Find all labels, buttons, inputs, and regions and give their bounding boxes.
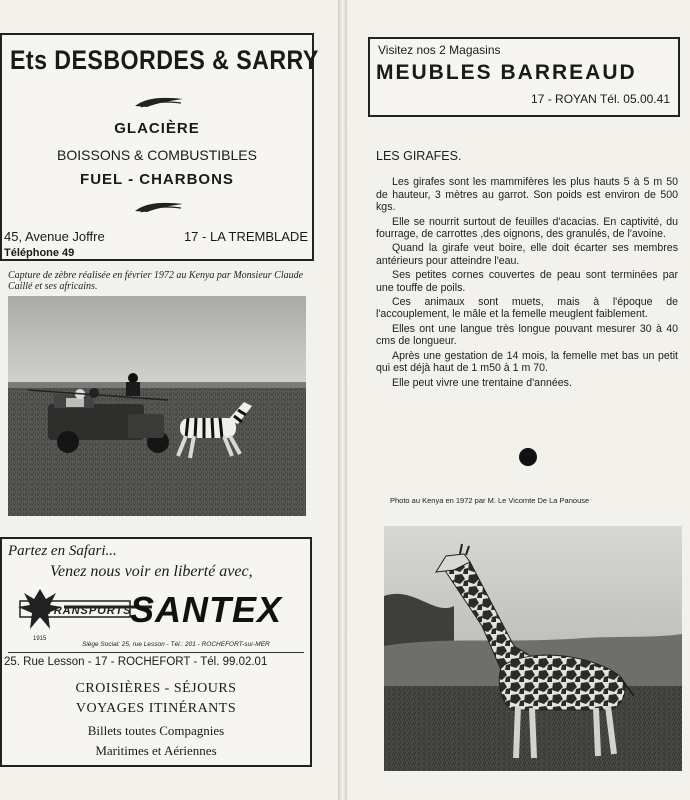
swirl-ornament-icon — [133, 95, 185, 109]
girafes-article — [376, 150, 678, 391]
glaciere-line: GLACIÈRE — [114, 120, 200, 137]
swirl-ornament-icon — [133, 200, 185, 214]
article-title: LES GIRAFES. — [376, 149, 462, 163]
desbordes-title: Ets DESBORDES & SARRY — [10, 45, 319, 75]
giraffe-photo-credit: Photo au Kenya en 1972 par M. Le Vicomte De La Panouse — [390, 496, 590, 505]
santex-tagline: Venez nous voir en liberté avec, — [50, 563, 253, 580]
article-paragraph: Ses petites cornes couvertes de peau sont terminées par une touffe de poils. — [376, 269, 678, 294]
santex-ad — [0, 537, 312, 767]
zebra-photo-caption: Capture de zèbre réalisée en février 1972 au Kenya par Monsieur Claude Caillé et ses africains. — [8, 270, 304, 292]
desbordes-address: 45, Avenue Joffre — [4, 229, 105, 244]
meubles-visitez: Visitez nos 2 Magasins — [378, 43, 501, 57]
desbordes-sarry-ad — [0, 33, 319, 261]
giraffe-photo — [384, 526, 682, 771]
page-gutter — [338, 0, 347, 800]
santex-service-1: CROISIÈRES - SÉJOURS — [75, 681, 237, 696]
zebra-capture-photo — [8, 296, 306, 516]
boissons-line: BOISSONS & COMBUSTIBLES — [57, 147, 257, 163]
santex-service-4: Maritimes et Aériennes — [95, 743, 217, 758]
article-paragraph: Ces animaux sont muets, mais à l'époque de l'accouplement, le mâle et la femelle meuglent faiblement. — [376, 296, 678, 321]
article-paragraph: Quand la girafe veut boire, elle doit écarter ses membres antérieurs pour atteindre l'eau. — [376, 242, 678, 267]
giraffe-illustration — [384, 526, 682, 771]
santex-service-3: Billets toutes Compagnies — [87, 723, 225, 738]
santex-service-2: VOYAGES ITINÉRANTS — [75, 701, 237, 716]
article-paragraph: Après une gestation de 14 mois, la femelle met bas un petit qui est déjà haut de 1 m50 à 1 m 70. — [376, 349, 678, 375]
desbordes-phone: Téléphone 49 — [4, 247, 75, 259]
zebra-capture-illustration — [8, 296, 306, 516]
santex-divider — [8, 652, 304, 653]
left-page — [0, 0, 338, 800]
article-paragraph: Elles ont une langue très longue pouvant mesurer 30 à 40 cms de longueur. — [376, 322, 678, 348]
meubles-barreaud-ad — [368, 37, 680, 117]
santex-siege: Siège Social: 25, rue Lesson - Tél.: 201 - ROCHEFORT-sur-MER — [82, 641, 270, 648]
article-paragraph: Elle se nourrit surtout de feuilles d'acacias. En captivité, du fourrage, de carrottes ,des oignons, des granulés, de l'avoine. — [376, 215, 678, 241]
santex-address: 25. Rue Lesson - 17 - ROCHEFORT - Tél. 99.02.01 — [4, 656, 268, 668]
desbordes-city: 17 - LA TREMBLADE — [183, 229, 308, 244]
article-paragraph: Elle peut vivre une trentaine d'années. — [392, 376, 572, 389]
santex-headline: Partez en Safari... — [8, 543, 117, 559]
punch-hole — [519, 448, 537, 466]
santex-brand-small: TRANSPORTS — [46, 605, 132, 617]
fuel-line: FUEL - CHARBONS — [80, 171, 234, 188]
meubles-name: MEUBLES BARREAUD — [376, 61, 637, 84]
santex-logo — [16, 585, 304, 645]
santex-seal-text: 1915 — [33, 636, 47, 642]
santex-brand: SANTEX — [130, 589, 283, 630]
article-paragraph: Les girafes sont les mammifères les plus hauts 5 à 5 m 50 de hauteur, 3 mètres au garrot. Son poids est environ de 500 kgs. — [376, 176, 678, 214]
meubles-address: 17 - ROYAN Tél. 05.00.41 — [531, 92, 670, 106]
